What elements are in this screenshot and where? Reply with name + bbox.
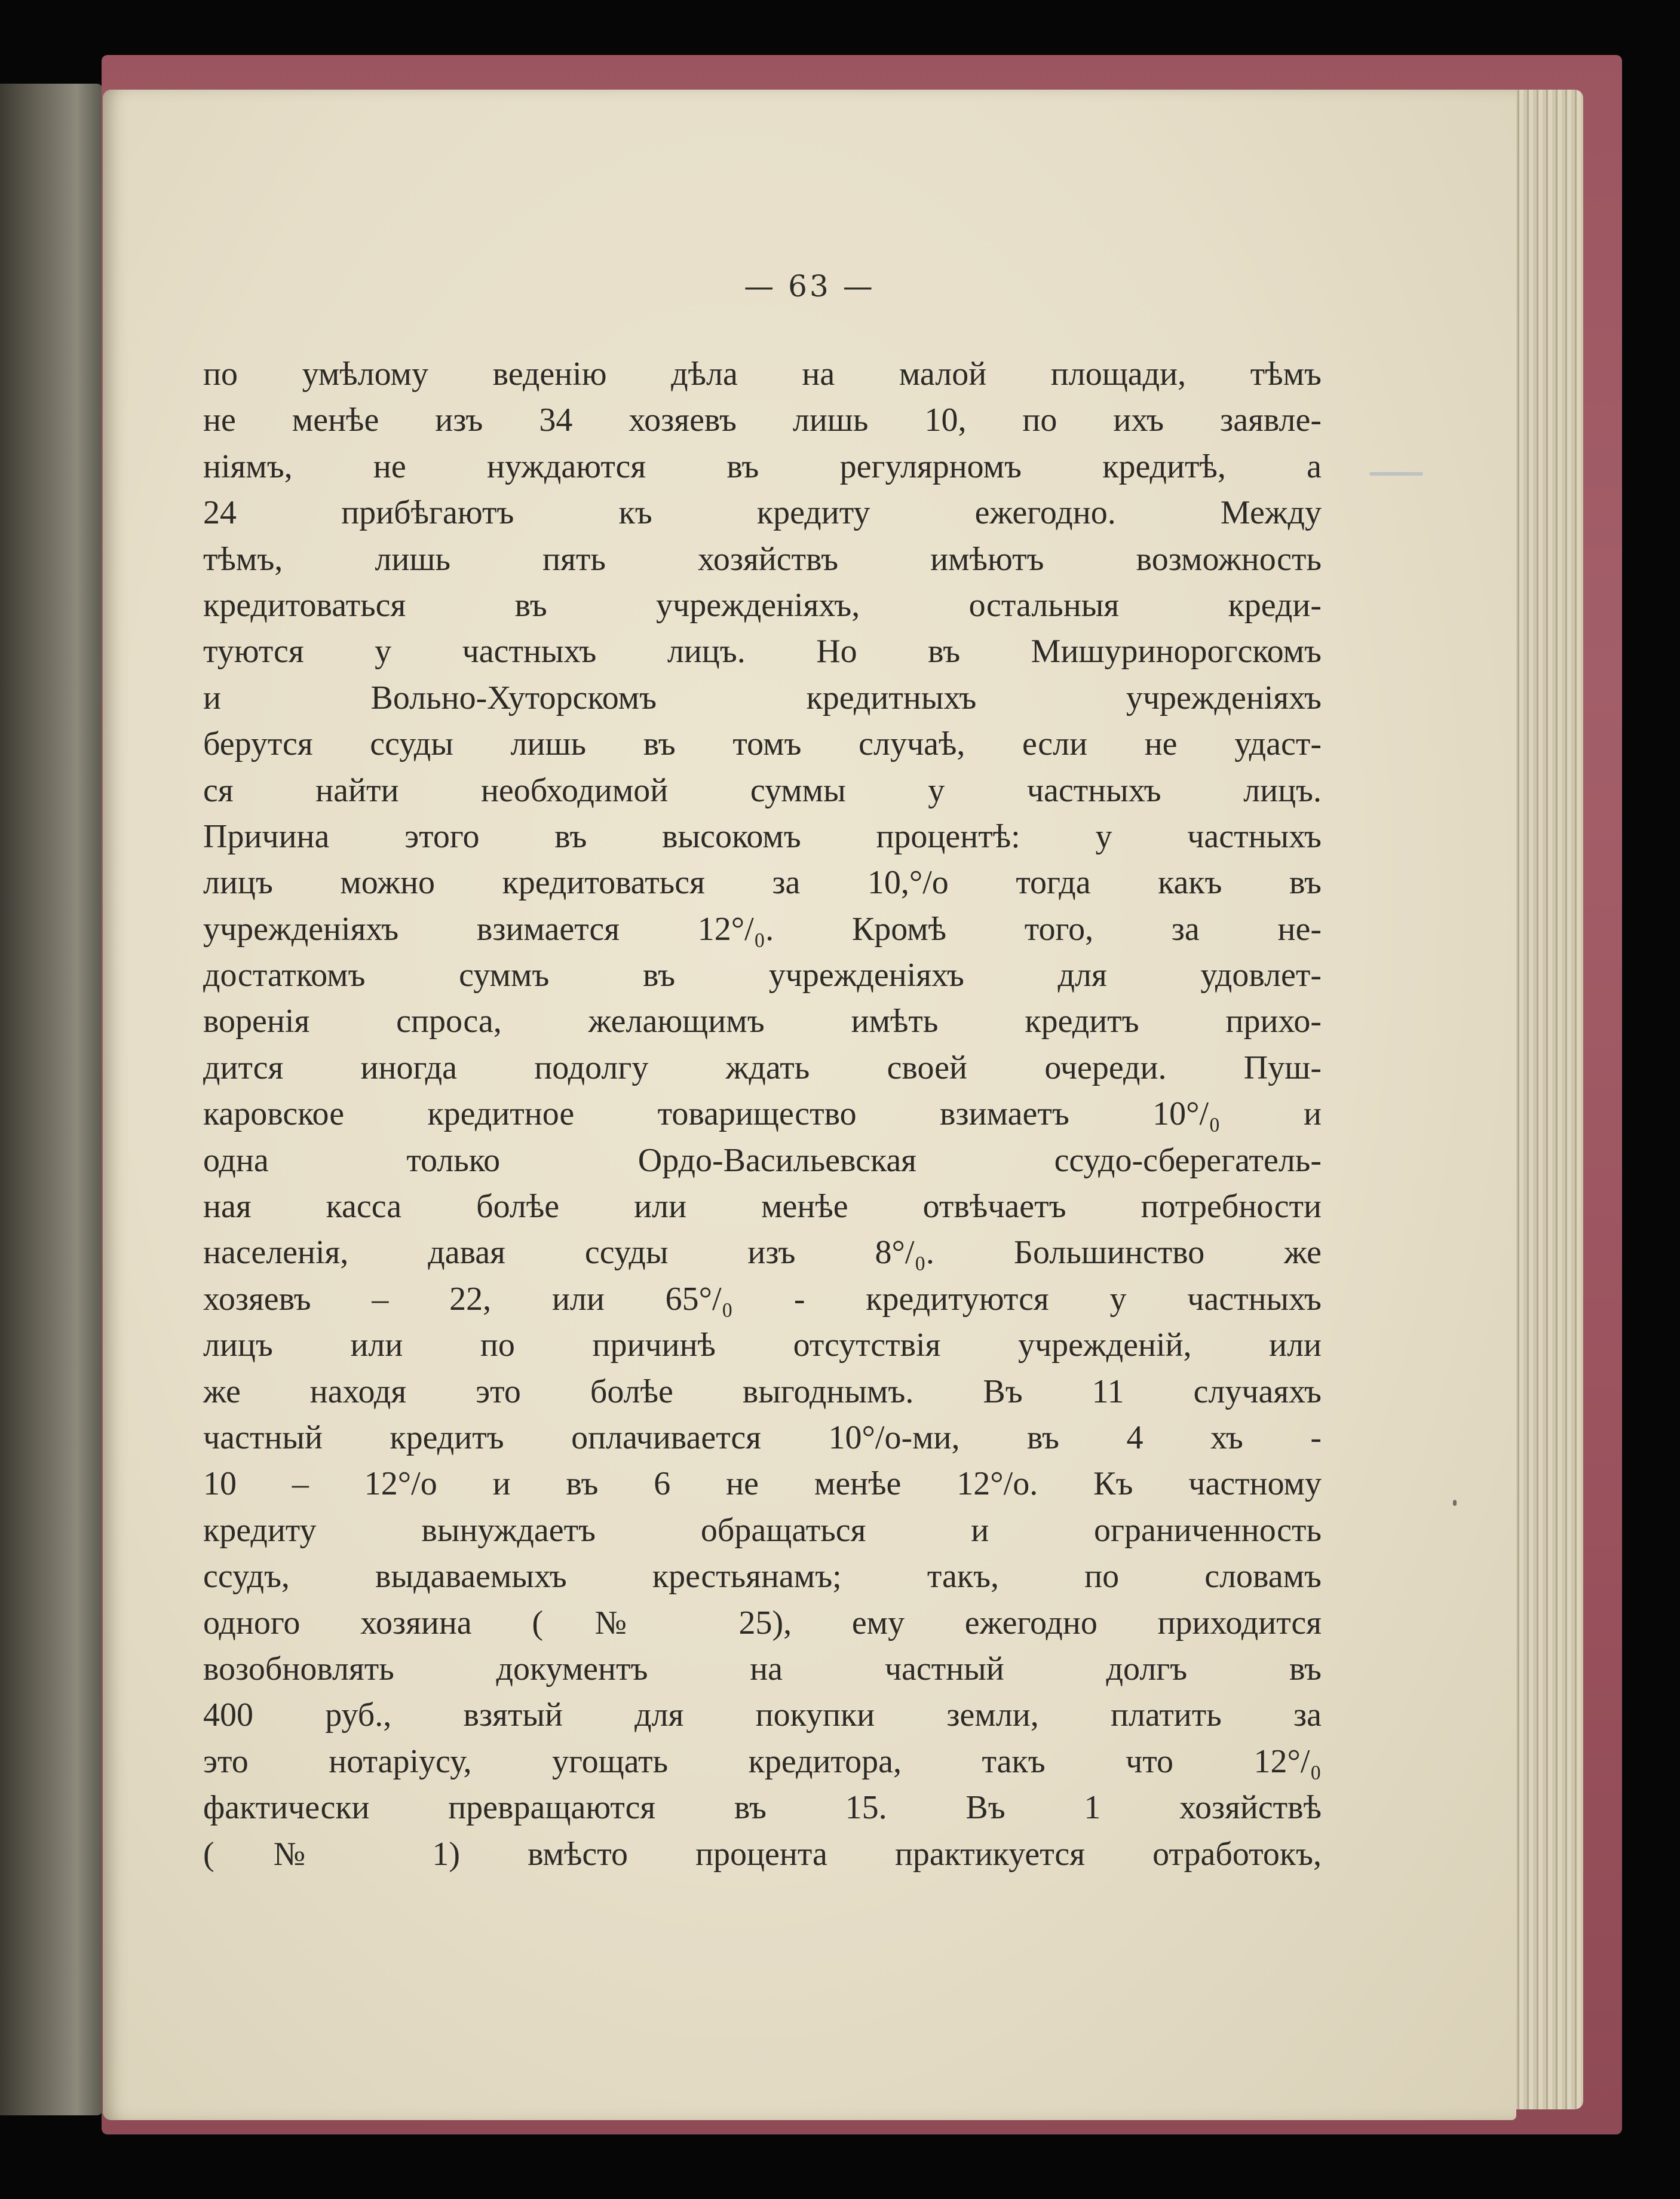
- text-line: туются у частныхъ лицъ. Но въ Мишуринорогскомъ: [203, 633, 1322, 670]
- text-line: ссудъ, выдаваемыхъ крестьянамъ; такъ, по словамъ: [203, 1558, 1322, 1595]
- text-line: ніямъ, не нуждаются въ регулярномъ кредитѣ, а: [203, 448, 1322, 485]
- text-line: учрежденіяхъ взимается 12°/₀. Кромѣ того, за не-: [203, 910, 1322, 948]
- text-line: (№ 1) вмѣсто процента практикуется отработокъ,: [203, 1835, 1322, 1873]
- body-text: [203, 351, 1322, 1878]
- text-line: населенія, давая ссуды изъ 8°/₀. Большинство же: [203, 1234, 1322, 1272]
- text-line: это нотаріусу, угощать кредитора, такъ что 12°/₀: [203, 1742, 1322, 1780]
- faint-pencil-mark: [1369, 472, 1423, 476]
- text-line: одна только Ордо-Васильевская ссудо-сберегатель-: [203, 1141, 1322, 1179]
- text-line: 10 – 12°/о и въ 6 не менѣе 12°/о. Къ частному: [203, 1465, 1322, 1503]
- text-line: фактически превращаются въ 15. Въ 1 хозяйствѣ: [203, 1789, 1322, 1827]
- text-line: и Вольно-Хуторскомъ кредитныхъ учрежденіяхъ: [203, 679, 1322, 716]
- book-page: [103, 90, 1516, 2120]
- text-line: частный кредитъ оплачивается 10°/о-ми, въ 4 хъ -: [203, 1419, 1322, 1456]
- text-line: 24 прибѣгаютъ къ кредиту ежегодно. Между: [203, 494, 1322, 532]
- text-line: лицъ можно кредитоваться за 10,°/о тогда какъ въ: [203, 864, 1322, 902]
- text-line: кредитоваться въ учрежденіяхъ, остальныя креди-: [203, 586, 1322, 624]
- text-line: дится иногда подолгу ждать своей очереди. Пуш-: [203, 1049, 1322, 1086]
- text-line: кредиту вынуждаетъ обращаться и ограниченность: [203, 1511, 1322, 1549]
- text-line: возобновлять документъ на частный долгъ въ: [203, 1650, 1322, 1687]
- text-line: одного хозяина (№ 25), ему ежегодно приходится: [203, 1604, 1322, 1641]
- text-line: же находя это болѣе выгоднымъ. Въ 11 случаяхъ: [203, 1373, 1322, 1410]
- text-line: хозяевъ – 22, или 65°/₀ - кредитуются у частныхъ: [203, 1280, 1322, 1318]
- text-line: ся найти необходимой суммы у частныхъ лицъ.: [203, 771, 1322, 809]
- ink-speck: [1453, 1500, 1457, 1506]
- text-line: тѣмъ, лишь пять хозяйствъ имѣютъ возможность: [203, 540, 1322, 578]
- text-line: ная касса болѣе или менѣе отвѣчаетъ потребности: [203, 1188, 1322, 1226]
- text-line: достаткомъ суммъ въ учрежденіяхъ для удовлет-: [203, 957, 1322, 994]
- text-line: берутся ссуды лишь въ томъ случаѣ, если не удаст-: [203, 725, 1322, 763]
- page-number: — 63 —: [744, 269, 875, 304]
- text-line: по умѣлому веденію дѣла на малой площади, тѣмъ: [203, 356, 1322, 393]
- text-line: лицъ или по причинѣ отсутствія учрежденій, или: [203, 1327, 1322, 1364]
- text-line: не менѣе изъ 34 хозяевъ лишь 10, по ихъ заявле-: [203, 402, 1322, 439]
- text-line: 400 руб., взятый для покупки земли, платить за: [203, 1696, 1322, 1734]
- text-line: воренія спроса, желающимъ имѣть кредитъ прихо-: [203, 1003, 1322, 1040]
- text-line: Причина этого въ высокомъ процентѣ: у частныхъ: [203, 817, 1322, 855]
- text-line: каровское кредитное товарищество взимаетъ 10°/₀ и: [203, 1095, 1322, 1133]
- previous-page-edge: [0, 84, 103, 2115]
